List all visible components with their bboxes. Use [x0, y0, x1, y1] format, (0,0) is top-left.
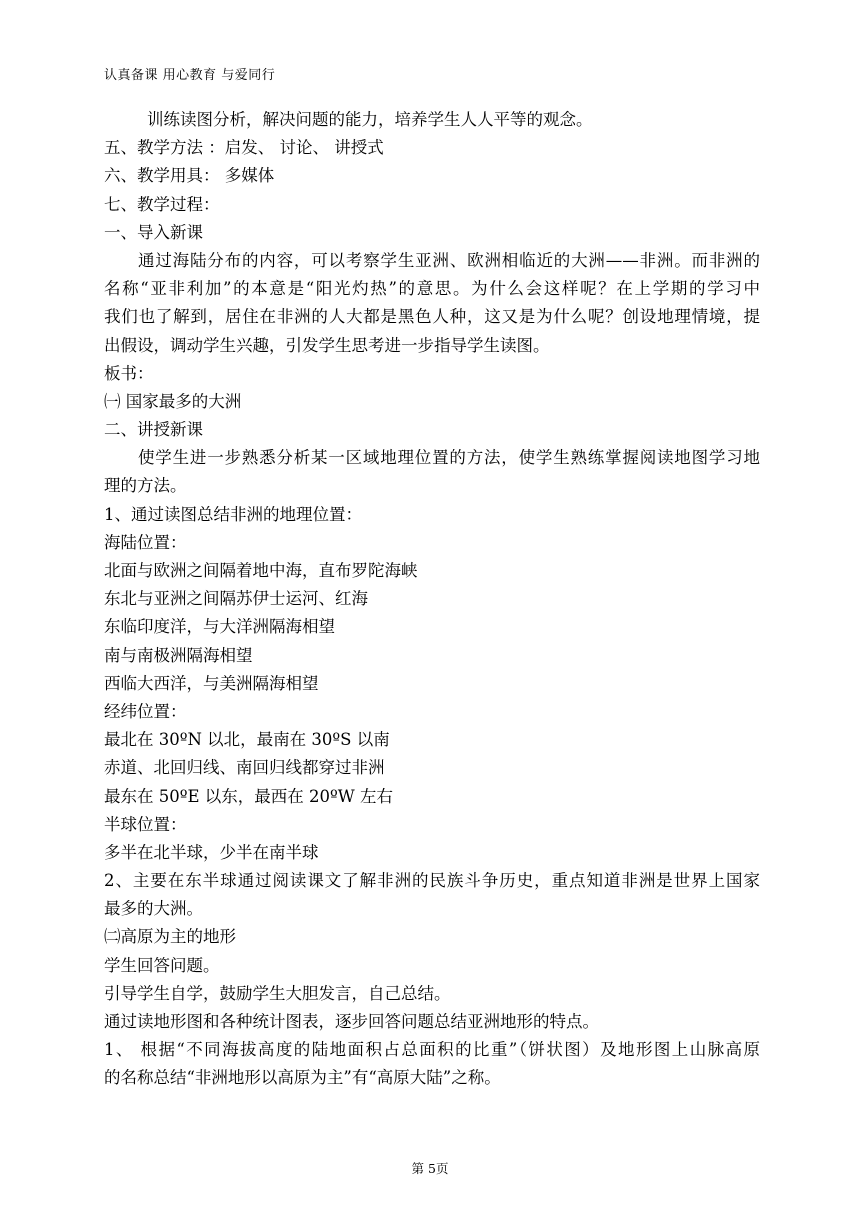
document-body — [104, 107, 760, 1094]
text-line: 我们也了解到，居住在非洲的人大都是黑色人种，这又是为什么呢？创设地理情境，提 — [104, 307, 760, 327]
text-line: 多半在北半球，少半在南半球 — [104, 842, 319, 862]
text-line: 最北在 30ºN 以北，最南在 30ºS 以南 — [104, 730, 390, 750]
text-line: 使学生进一步熟悉分析某一区域地理位置的方法，使学生熟练掌握阅读地图学习地 — [138, 448, 760, 468]
text-line: 训练读图分析，解决问题的能力，培养学生人人平等的观念。 — [147, 110, 593, 129]
text-line: 1、通过读图总结非洲的地理位置： — [104, 504, 362, 524]
text-line: 学生回答问题。 — [104, 955, 220, 975]
text-line: 赤道、北回归线、南回归线都穿过非洲 — [104, 758, 385, 778]
text-line: 1、 根据“不同海拔高度的陆地面积占总面积的比重”（饼状图）及地形图上山脉高原 — [104, 1040, 760, 1060]
text-line: 五、教学方法 ：启发、 讨论、 讲授式 — [104, 138, 384, 158]
text-line: 经纬位置： — [104, 701, 187, 721]
text-line: 引导学生自学，鼓励学生大胆发言，自己总结。 — [104, 983, 451, 1003]
text-line: 理的方法。 — [104, 476, 187, 496]
text-line: 2、主要在东半球通过阅读课文了解非洲的民族斗争历史，重点知道非洲是世界上国家 — [104, 871, 760, 891]
text-line: 通过海陆分布的内容，可以考察学生亚洲、欧洲相临近的大洲——非洲。而非洲的 — [138, 250, 760, 270]
text-line: 东北与亚洲之间隔苏伊士运河、红海 — [104, 589, 368, 609]
text-line: 一、导入新课 — [104, 222, 203, 242]
text-line: 通过读地形图和各种统计图表，逐步回答问题总结亚洲地形的特点。 — [104, 1012, 599, 1031]
text-line: 西临大西洋，与美洲隔海相望 — [104, 673, 319, 693]
text-line: 七、教学过程： — [104, 194, 220, 214]
text-line: 东临印度洋，与大洋洲隔海相望 — [104, 617, 335, 637]
text-line: 名称“亚非利加”的本意是“阳光灼热”的意思。为什么会这样呢？在上学期的学习中 — [104, 279, 760, 299]
text-line: 北面与欧洲之间隔着地中海，直布罗陀海峡 — [104, 561, 418, 580]
page-number: 第 5页 — [411, 1161, 449, 1176]
text-line: 南与南极洲隔海相望 — [104, 645, 253, 665]
text-line: 六、教学用具： 多媒体 — [104, 166, 275, 186]
text-line: 海陆位置： — [104, 532, 187, 552]
text-line: 出假设，调动学生兴趣，引发学生思考进一步指导学生读图。 — [104, 335, 550, 355]
text-line: 的名称总结“非洲地形以高原为主”有“高原大陆”之称。 — [104, 1068, 501, 1088]
text-line: 二、讲授新课 — [104, 420, 203, 440]
text-line: ㈠ 国家最多的大洲 — [104, 391, 242, 411]
page-header: 认真备课 用心教育 与爱同行 — [104, 68, 276, 83]
text-line: 板书： — [104, 363, 154, 383]
text-line: 最东在 50ºE 以东，最西在 20ºW 左右 — [104, 786, 393, 806]
text-line: 最多的大洲。 — [104, 899, 203, 919]
text-line: ㈡高原为主的地形 — [104, 927, 236, 947]
text-line: 半球位置： — [104, 814, 187, 834]
